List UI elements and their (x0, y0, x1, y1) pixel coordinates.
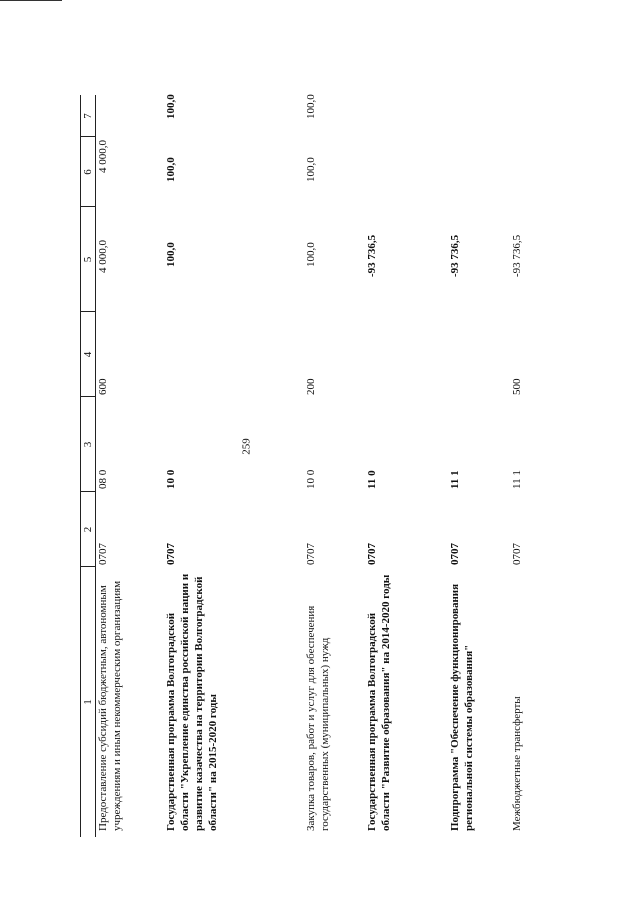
row-code: 0707 (305, 543, 317, 565)
header-col-4: 4 (82, 351, 94, 358)
row-value-6: 100,0 (165, 157, 177, 182)
row-kind: 500 (511, 378, 523, 395)
row-name: Государственная программа Волгоградской области "Укрепление единства российской нации и развитие казачества на территории Волгоградской области" на 2015-2020 годы (165, 573, 219, 831)
row-value-7: 100,0 (305, 94, 317, 119)
row-code: 0707 (165, 543, 177, 565)
header-col-5: 5 (82, 256, 94, 263)
row-target: 11 1 (449, 470, 461, 489)
row-kind: 200 (305, 378, 317, 395)
header-col-2: 2 (82, 526, 94, 533)
row-target: 11 1 (511, 470, 523, 489)
header-col-7: 7 (82, 113, 94, 119)
row-target: 10 0 (165, 469, 177, 489)
row-name: Государственная программа Волгоградской области "Развитие образования" на 2014-2020 годы (366, 574, 392, 831)
row-target: 11 0 (366, 470, 378, 489)
row-code: 0707 (97, 543, 109, 565)
row-name: Межбюджетные трансферты (511, 696, 523, 831)
row-code: 0707 (449, 543, 461, 565)
row-value-6: 4 000,0 (97, 140, 109, 173)
header-col-3: 3 (82, 441, 94, 448)
row-target: 08 0 (97, 469, 109, 489)
row-value-5: 100,0 (165, 242, 177, 267)
row-value-5: -93 736,5 (511, 234, 523, 277)
row-value-5: -93 736,5 (449, 234, 461, 277)
row-value-5: -93 736,5 (366, 234, 378, 277)
corner-mark (0, 0, 62, 1)
header-col-1: 1 (82, 699, 94, 705)
row-name: Закупка товаров, работ и услуг для обеспечения государственных (муниципальных) нужд (305, 605, 331, 831)
header-col-6: 6 (82, 169, 94, 175)
row-code: 0707 (511, 543, 523, 565)
row-code: 0707 (366, 543, 378, 565)
row-value-7: 100,0 (165, 94, 177, 119)
row-value-5: 4 000,0 (97, 240, 109, 273)
page-number: 259 (240, 438, 253, 455)
row-value-6: 100,0 (305, 157, 317, 182)
row-target: 10 0 (305, 469, 317, 489)
budget-table (80, 95, 532, 837)
row-kind: 600 (97, 378, 109, 395)
row-value-5: 100,0 (305, 242, 317, 267)
row-name: Предоставление субсидий бюджетным, автономным учреждениям и иным некоммерческим организациям (97, 580, 123, 831)
row-name: Подпрограмма "Обеспечение функционирования региональной системы образования" (449, 583, 475, 831)
